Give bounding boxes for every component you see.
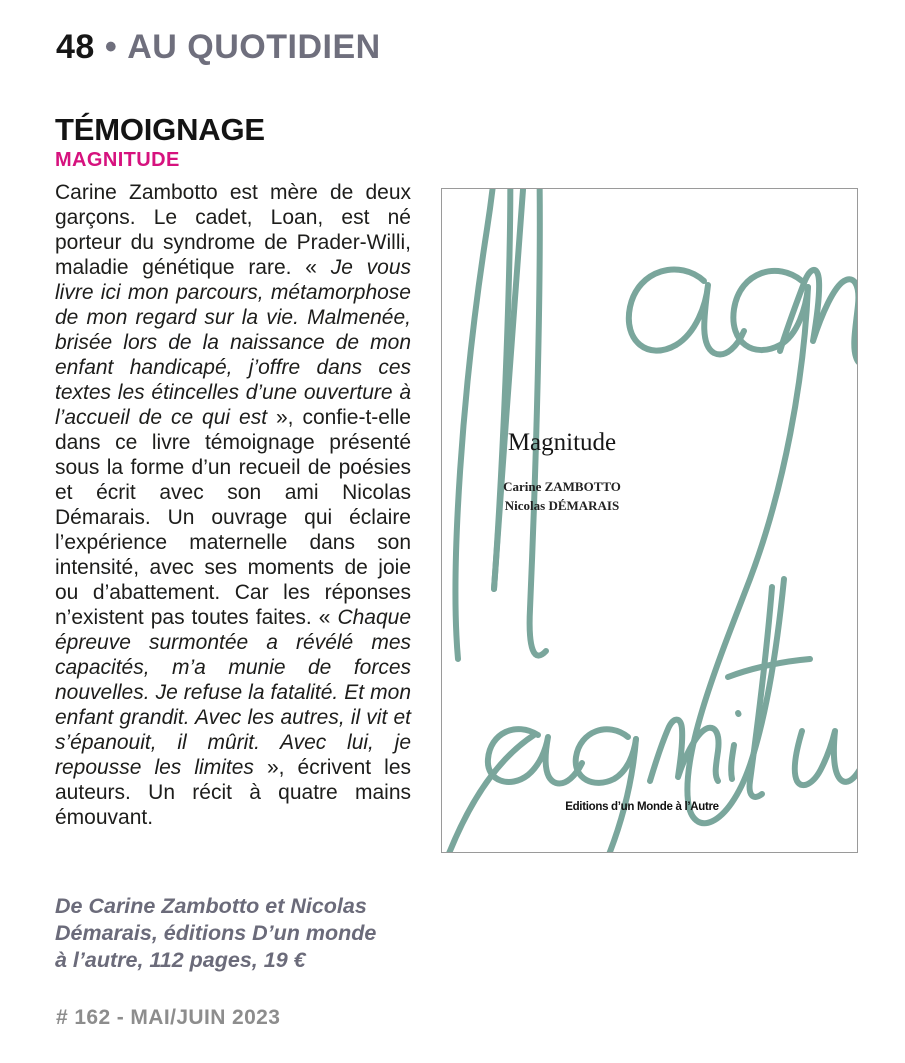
cover-author-1: Carine ZAMBOTTO [503,479,621,494]
body-segment: », écrivent les auteurs. Un récit à quatre mains émouvant. [55,756,411,829]
article-body [55,180,411,830]
cover-publisher: Editions d’un Monde à l’Autre [565,801,719,813]
script2-i [731,745,734,779]
cover-title: Magnitude [507,429,617,456]
script-a [629,269,744,354]
body-segment-quote: Je vous livre ici mon parcours, métamorphose de mon regard sur la vie. Malmenée, brisée lors de la naissance de mon enfant handicapé, j’offre dans ces textes les étincelles d’une ouverture à l’accueil de ce qui est [55,256,412,429]
page-number: 48 [56,28,95,66]
script2-g-bowl [576,729,636,783]
script-strokes [446,189,857,852]
bullet-separator: • [104,28,118,66]
script2-i-dot [738,713,739,714]
body-segment: Carine Zambotto est mère de deux garçons. Le cadet, Loan, est né porteur du syndrome de Prader-Willi, maladie génétique rare. « [55,181,411,279]
cover-author-2: Nicolas DÉMARAIS [504,498,620,513]
book-credit-line: De Carine Zambotto et Nicolas Démarais, éditions D’un monde à l’autre, 112 pages, 19 € [55,894,377,972]
issue-footer: # 162 - MAI/JUIN 2023 [56,1006,281,1029]
article-title: MAGNITUDE [55,149,180,171]
cover-script-art [442,189,857,852]
body-segment: », confie-t-elle dans ce livre témoignage présenté sous la forme d’un recueil de poésies et écrit avec son ami Nicolas Démarais. Un ouvrage qui éclaire l’expérience maternelle dans son intensité, avec ses moments de joie ou d’abattement. Car les réponses n’existent pas toutes faites. « [55,406,411,629]
cover-authors [442,477,682,515]
body-segment-quote: Chaque épreuve surmontée a révélé mes capacités, m’a munie de forces nouvelles. Je refuse la fatalité. Et mon enfant grandit. Avec les autres, il vit et s’épanouit, il mûrit. Avec lui, je repousse les limites [55,606,411,779]
script-M-stroke4 [530,189,546,656]
section-title: AU QUOTIDIEN [127,28,381,66]
book-cover [441,188,858,853]
script-n [780,270,857,364]
script2-u [795,731,857,785]
running-head [56,28,381,67]
script-M-stroke1 [456,189,497,659]
article-kicker: TÉMOIGNAGE [55,112,265,147]
script-g-descender [687,287,808,823]
script2-n [650,720,719,781]
